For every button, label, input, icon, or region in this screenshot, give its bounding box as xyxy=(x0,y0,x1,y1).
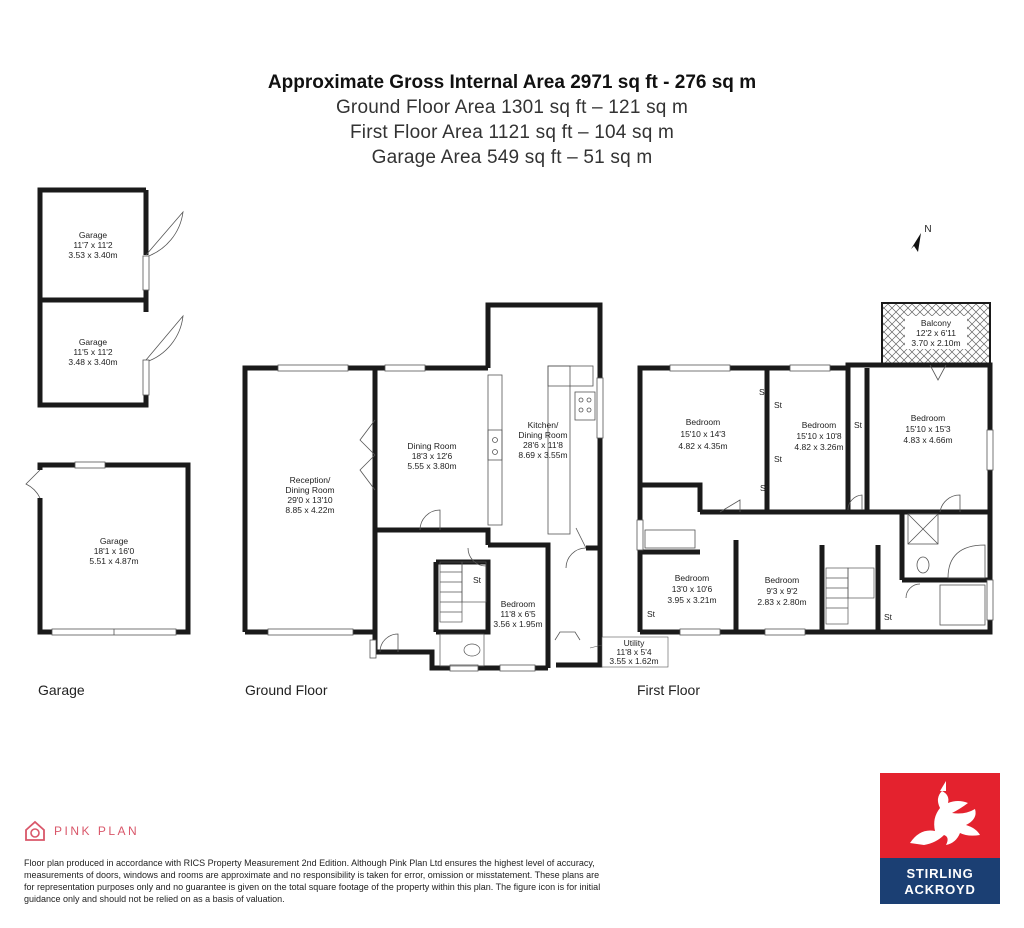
storage-label: St xyxy=(773,400,783,410)
svg-text:3.48 x 3.40m: 3.48 x 3.40m xyxy=(68,357,118,367)
svg-text:4.82 x 3.26m: 4.82 x 3.26m xyxy=(794,442,844,452)
svg-text:2.83 x 2.80m: 2.83 x 2.80m xyxy=(757,597,807,607)
svg-text:3.53 x 3.40m: 3.53 x 3.40m xyxy=(68,250,118,260)
brand-line-2: ACKROYD xyxy=(904,882,976,897)
svg-text:5.55 x 3.80m: 5.55 x 3.80m xyxy=(407,461,457,471)
first-floor-area: First Floor Area 1121 sq ft – 104 sq m xyxy=(349,122,675,143)
stirling-ackroyd-logo xyxy=(880,773,1000,904)
svg-text:8.85 x 4.22m: 8.85 x 4.22m xyxy=(285,505,335,515)
storage-label: St xyxy=(853,420,863,430)
utility-name: Utility xyxy=(623,638,645,648)
garage-area: Garage Area 549 sq ft – 51 sq m xyxy=(371,147,653,168)
ff-bed1-name: Bedroom xyxy=(685,417,721,427)
reception-name: Reception/ xyxy=(289,475,331,485)
brand-line-1: STIRLING xyxy=(906,866,974,881)
svg-text:11'8 x 6'5: 11'8 x 6'5 xyxy=(500,609,536,619)
room-labels xyxy=(68,230,967,667)
storage-label: St xyxy=(759,483,769,493)
gf-bedroom-name: Bedroom xyxy=(500,599,536,609)
pink-plan-logo xyxy=(24,820,139,842)
garage-block-upper xyxy=(40,190,146,405)
svg-text:11'7 x 11'2: 11'7 x 11'2 xyxy=(73,240,113,250)
dining-name: Dining Room xyxy=(407,441,457,451)
svg-text:15'10 x 10'8: 15'10 x 10'8 xyxy=(796,431,842,441)
garage2-name: Garage xyxy=(78,337,108,347)
svg-text:12'2 x 6'11: 12'2 x 6'11 xyxy=(916,328,956,338)
stairs-first xyxy=(826,568,874,624)
svg-text:13'0 x 10'6: 13'0 x 10'6 xyxy=(671,584,713,594)
balcony-name: Balcony xyxy=(920,318,952,328)
kitchen-name: Kitchen/ xyxy=(527,420,559,430)
ff-bed3-name: Bedroom xyxy=(910,413,946,423)
svg-text:9'3 x 9'2: 9'3 x 9'2 xyxy=(766,586,798,596)
svg-text:8.69 x 3.55m: 8.69 x 3.55m xyxy=(518,450,568,460)
svg-text:18'3 x 12'6: 18'3 x 12'6 xyxy=(411,451,453,461)
svg-text:4.82 x 4.35m: 4.82 x 4.35m xyxy=(678,441,728,451)
svg-text:28'6 x 11'8: 28'6 x 11'8 xyxy=(523,440,563,450)
garage1-name: Garage xyxy=(78,230,108,240)
disclaimer-text: Floor plan produced in accordance with RICS Property Measurement 2nd Edition. Although Pink Plan Ltd ensures the highest level of accuracy, measurements of doors, windows and rooms are approximate and no responsibility is taken for error, omission or misstatement. These plans are for representation purposes only and no guarantee is given on the total square footage of the property within this plan. The figure icon is for initial guidance only and should not be relied on as a basis of valuation. xyxy=(24,858,601,904)
storage-label: St xyxy=(773,454,783,464)
compass-icon xyxy=(911,224,932,252)
svg-text:5.51 x 4.87m: 5.51 x 4.87m xyxy=(89,556,139,566)
griffin-icon xyxy=(880,773,1000,858)
svg-text:3.70 x 2.10m: 3.70 x 2.10m xyxy=(911,338,961,348)
storage-label: St xyxy=(472,575,482,585)
svg-text:18'1 x 16'0: 18'1 x 16'0 xyxy=(93,546,135,556)
garage-doors-upper xyxy=(143,212,183,395)
svg-text:Dining Room: Dining Room xyxy=(518,430,568,440)
svg-text:4.83 x 4.66m: 4.83 x 4.66m xyxy=(903,435,953,445)
garage3-name: Garage xyxy=(99,536,129,546)
first-floor-section-label: First Floor xyxy=(637,682,700,698)
brand-band xyxy=(880,858,1000,904)
storage-label: St xyxy=(883,612,893,622)
svg-text:3.55 x 1.62m: 3.55 x 1.62m xyxy=(609,656,659,666)
ground-floor-area: Ground Floor Area 1301 sq ft – 121 sq m xyxy=(335,97,689,118)
svg-text:15'10 x 14'3: 15'10 x 14'3 xyxy=(680,429,726,439)
garage-section-label: Garage xyxy=(38,682,85,698)
ff-bed4-name: Bedroom xyxy=(674,573,710,583)
ff-bed2-name: Bedroom xyxy=(801,420,837,430)
ground-floor-section-label: Ground Floor xyxy=(245,682,328,698)
svg-text:11'5 x 11'2: 11'5 x 11'2 xyxy=(73,347,113,357)
svg-text:11'8 x 5'4: 11'8 x 5'4 xyxy=(616,647,652,657)
svg-text:3.56 x 1.95m: 3.56 x 1.95m xyxy=(493,619,543,629)
svg-text:29'0 x 13'10: 29'0 x 13'10 xyxy=(287,495,333,505)
svg-text:Dining Room: Dining Room xyxy=(285,485,335,495)
svg-text:3.95 x 3.21m: 3.95 x 3.21m xyxy=(667,595,717,605)
gross-area-title: Approximate Gross Internal Area 2971 sq ft - 276 sq m xyxy=(267,72,757,93)
storage-label: St xyxy=(646,609,656,619)
svg-text:N: N xyxy=(924,224,932,235)
house-icon xyxy=(24,820,46,842)
ff-bed5-name: Bedroom xyxy=(764,575,800,585)
storage-label: St xyxy=(758,387,768,397)
svg-text:15'10 x 15'3: 15'10 x 15'3 xyxy=(905,424,951,434)
pink-plan-text: PINK PLAN xyxy=(54,824,140,838)
